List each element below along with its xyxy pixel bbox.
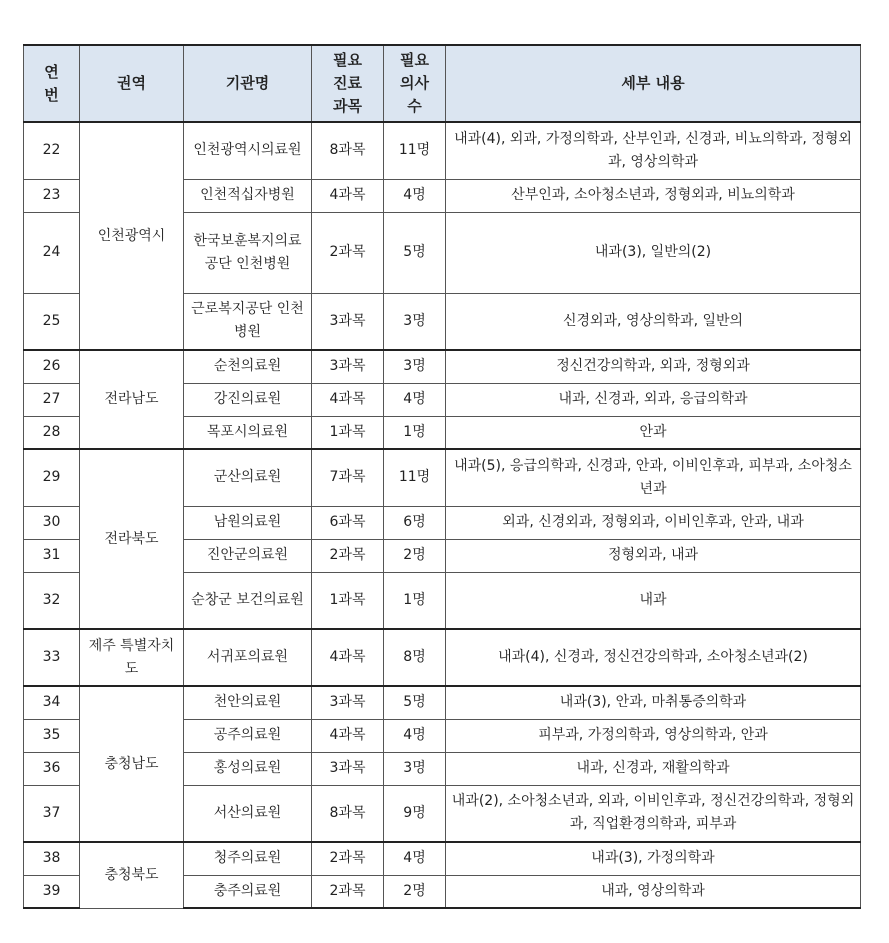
required-doctors: 6명 (384, 506, 446, 539)
row-no: 27 (24, 383, 80, 416)
required-subjects: 4과목 (312, 383, 384, 416)
table-row (24, 449, 861, 506)
required-doctors: 11명 (384, 122, 446, 179)
table-row (24, 350, 861, 383)
table-row (24, 686, 861, 719)
region-cell: 충청북도 (80, 842, 184, 908)
region-cell: 전라남도 (80, 350, 184, 449)
required-doctors: 9명 (384, 785, 446, 842)
required-subjects: 7과목 (312, 449, 384, 506)
required-doctors: 2명 (384, 539, 446, 572)
institution-name: 서산의료원 (184, 785, 312, 842)
table-row (24, 629, 861, 686)
institution-name: 충주의료원 (184, 875, 312, 908)
region-cell: 제주 특별자치도 (80, 629, 184, 686)
detail-content: 내과(5), 응급의학과, 신경과, 안과, 이비인후과, 피부과, 소아청소년과 (446, 449, 861, 506)
institution-name: 근로복지공단 인천병원 (184, 293, 312, 350)
detail-content: 내과(3), 일반의(2) (446, 212, 861, 293)
row-no: 33 (24, 629, 80, 686)
row-no: 29 (24, 449, 80, 506)
required-doctors: 3명 (384, 752, 446, 785)
row-no: 23 (24, 179, 80, 212)
detail-content: 내과, 영상의학과 (446, 875, 861, 908)
region-cell: 충청남도 (80, 686, 184, 842)
required-doctors: 3명 (384, 350, 446, 383)
header-doctors: 필요 의사 수 (384, 45, 446, 122)
institution-name: 순천의료원 (184, 350, 312, 383)
required-doctors: 4명 (384, 179, 446, 212)
required-subjects: 1과목 (312, 572, 384, 629)
header-no: 연 번 (24, 45, 80, 122)
required-doctors: 8명 (384, 629, 446, 686)
detail-content: 내과(2), 소아청소년과, 외과, 이비인후과, 정신건강의학과, 정형외과, 직업환경의학과, 피부과 (446, 785, 861, 842)
required-subjects: 2과목 (312, 539, 384, 572)
header-details: 세부 내용 (446, 45, 861, 122)
institution-name: 진안군의료원 (184, 539, 312, 572)
row-no: 32 (24, 572, 80, 629)
institution-name: 천안의료원 (184, 686, 312, 719)
institution-name: 서귀포의료원 (184, 629, 312, 686)
table-body (24, 122, 861, 908)
institution-name: 목포시의료원 (184, 416, 312, 449)
detail-content: 내과(4), 신경과, 정신건강의학과, 소아청소년과(2) (446, 629, 861, 686)
detail-content: 내과(3), 가정의학과 (446, 842, 861, 875)
header-region: 권역 (80, 45, 184, 122)
institution-name: 군산의료원 (184, 449, 312, 506)
detail-content: 외과, 신경외과, 정형외과, 이비인후과, 안과, 내과 (446, 506, 861, 539)
row-no: 38 (24, 842, 80, 875)
institution-name: 한국보훈복지의료공단 인천병원 (184, 212, 312, 293)
required-subjects: 3과목 (312, 686, 384, 719)
detail-content: 내과(3), 안과, 마취통증의학과 (446, 686, 861, 719)
institution-name: 남원의료원 (184, 506, 312, 539)
detail-content: 신경외과, 영상의학과, 일반의 (446, 293, 861, 350)
required-doctors: 11명 (384, 449, 446, 506)
required-subjects: 1과목 (312, 416, 384, 449)
required-subjects: 2과목 (312, 212, 384, 293)
row-no: 35 (24, 719, 80, 752)
required-subjects: 3과목 (312, 293, 384, 350)
detail-content: 정신건강의학과, 외과, 정형외과 (446, 350, 861, 383)
detail-content: 내과, 신경과, 외과, 응급의학과 (446, 383, 861, 416)
institution-name: 강진의료원 (184, 383, 312, 416)
detail-content: 내과, 신경과, 재활의학과 (446, 752, 861, 785)
institution-name: 공주의료원 (184, 719, 312, 752)
required-subjects: 3과목 (312, 350, 384, 383)
region-cell: 전라북도 (80, 449, 184, 629)
header-subjects: 필요 진료 과목 (312, 45, 384, 122)
institution-name: 인천적십자병원 (184, 179, 312, 212)
required-doctors: 4명 (384, 719, 446, 752)
facility-table (23, 44, 861, 909)
required-subjects: 2과목 (312, 875, 384, 908)
detail-content: 정형외과, 내과 (446, 539, 861, 572)
required-subjects: 3과목 (312, 752, 384, 785)
institution-name: 청주의료원 (184, 842, 312, 875)
row-no: 28 (24, 416, 80, 449)
row-no: 26 (24, 350, 80, 383)
row-no: 24 (24, 212, 80, 293)
required-subjects: 4과목 (312, 629, 384, 686)
institution-name: 홍성의료원 (184, 752, 312, 785)
required-doctors: 2명 (384, 875, 446, 908)
required-subjects: 2과목 (312, 842, 384, 875)
required-subjects: 4과목 (312, 719, 384, 752)
row-no: 37 (24, 785, 80, 842)
required-doctors: 5명 (384, 212, 446, 293)
detail-content: 산부인과, 소아청소년과, 정형외과, 비뇨의학과 (446, 179, 861, 212)
row-no: 39 (24, 875, 80, 908)
required-doctors: 1명 (384, 416, 446, 449)
row-no: 34 (24, 686, 80, 719)
detail-content: 피부과, 가정의학과, 영상의학과, 안과 (446, 719, 861, 752)
region-cell: 인천광역시 (80, 122, 184, 350)
required-doctors: 4명 (384, 842, 446, 875)
row-no: 36 (24, 752, 80, 785)
required-doctors: 3명 (384, 293, 446, 350)
institution-name: 인천광역시의료원 (184, 122, 312, 179)
row-no: 30 (24, 506, 80, 539)
table-row (24, 842, 861, 875)
required-subjects: 6과목 (312, 506, 384, 539)
institution-name: 순창군 보건의료원 (184, 572, 312, 629)
detail-content: 내과 (446, 572, 861, 629)
detail-content: 안과 (446, 416, 861, 449)
required-doctors: 1명 (384, 572, 446, 629)
required-doctors: 4명 (384, 383, 446, 416)
required-subjects: 8과목 (312, 785, 384, 842)
header-institution: 기관명 (184, 45, 312, 122)
required-subjects: 8과목 (312, 122, 384, 179)
row-no: 22 (24, 122, 80, 179)
row-no: 25 (24, 293, 80, 350)
header-row (24, 45, 861, 122)
table-row (24, 122, 861, 179)
detail-content: 내과(4), 외과, 가정의학과, 산부인과, 신경과, 비뇨의학과, 정형외과, 영상의학과 (446, 122, 861, 179)
required-doctors: 5명 (384, 686, 446, 719)
required-subjects: 4과목 (312, 179, 384, 212)
row-no: 31 (24, 539, 80, 572)
